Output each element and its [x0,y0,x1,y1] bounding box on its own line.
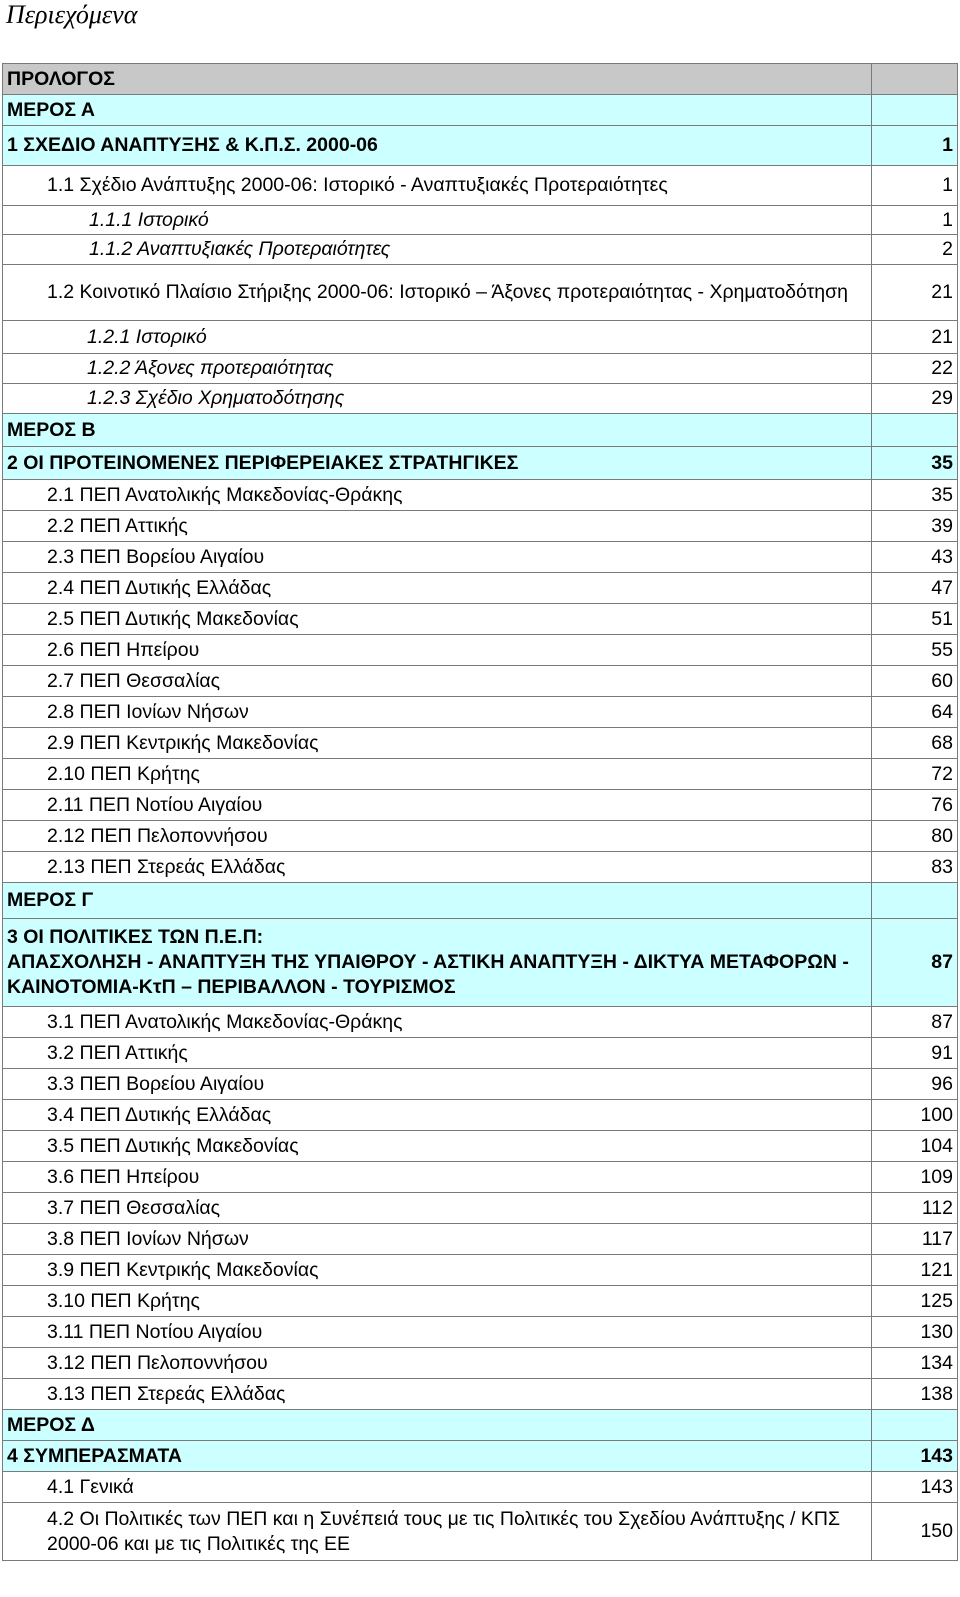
toc-entry-page[interactable]: 138 [872,1379,958,1410]
toc-entry-title[interactable]: 3.11 ΠΕΠ Νοτίου Αιγαίου [3,1317,872,1348]
toc-entry-title[interactable]: 3.8 ΠΕΠ Ιονίων Νήσων [3,1224,872,1255]
toc-row [3,1348,958,1379]
toc-entry-title[interactable]: 2.3 ΠΕΠ Βορείου Αιγαίου [3,542,872,573]
toc-entry-title[interactable]: ΜΕΡΟΣ Α [3,95,872,126]
toc-entry-page[interactable]: 22 [872,354,958,384]
toc-entry-page[interactable] [872,883,958,919]
toc-entry-title[interactable]: 2 ΟΙ ΠΡΟΤΕΙΝΟΜΕΝΕΣ ΠΕΡΙΦΕΡΕΙΑΚΕΣ ΣΤΡΑΤΗΓΙΚΕΣ [3,447,872,480]
toc-entry-page[interactable]: 87 [872,1007,958,1038]
toc-entry-page[interactable]: 91 [872,1038,958,1069]
toc-entry-title[interactable]: 3.2 ΠΕΠ Αττικής [3,1038,872,1069]
toc-row [3,447,958,480]
toc-entry-title[interactable]: 2.12 ΠΕΠ Πελοποννήσου [3,821,872,852]
toc-entry-title[interactable]: ΜΕΡΟΣ Γ [3,883,872,919]
toc-entry-title[interactable]: 1 ΣΧΕΔΙΟ ΑΝΑΠΤΥΞΗΣ & Κ.Π.Σ. 2000-06 [3,126,872,166]
toc-row [3,414,958,447]
toc-entry-page[interactable]: 76 [872,790,958,821]
toc-row [3,759,958,790]
toc-entry-page[interactable]: 112 [872,1193,958,1224]
toc-entry-title[interactable]: 4 ΣΥΜΠΕΡΑΣΜΑΤΑ [3,1441,872,1472]
toc-row [3,265,958,321]
toc-entry-page[interactable]: 72 [872,759,958,790]
toc-table [2,63,958,1561]
toc-entry-page[interactable]: 96 [872,1069,958,1100]
toc-entry-title[interactable]: 2.11 ΠΕΠ Νοτίου Αιγαίου [3,790,872,821]
toc-entry-title[interactable]: 2.4 ΠΕΠ Δυτικής Ελλάδας [3,573,872,604]
toc-row [3,1255,958,1286]
toc-entry-title[interactable]: 1.2.2 Άξονες προτεραιότητας [3,354,872,384]
toc-entry-page[interactable]: 68 [872,728,958,759]
toc-row [3,666,958,697]
toc-entry-title[interactable]: 1.2.1 Ιστορικό [3,321,872,354]
toc-entry-page[interactable]: 130 [872,1317,958,1348]
toc-entry-page[interactable]: 125 [872,1286,958,1317]
toc-row [3,821,958,852]
toc-entry-page[interactable]: 21 [872,265,958,321]
toc-row [3,1410,958,1441]
toc-entry-page[interactable]: 43 [872,542,958,573]
toc-entry-title[interactable]: 1.1 Σχέδιο Ανάπτυξης 2000-06: Ιστορικό - Αναπτυξιακές Προτεραιότητες [3,166,872,206]
toc-row [3,1503,958,1561]
toc-row [3,1224,958,1255]
toc-entry-page[interactable]: 21 [872,321,958,354]
toc-row [3,235,958,265]
toc-entry-title[interactable]: 3.4 ΠΕΠ Δυτικής Ελλάδας [3,1100,872,1131]
toc-entry-page[interactable]: 83 [872,852,958,883]
toc-entry-page[interactable]: 104 [872,1131,958,1162]
toc-entry-page[interactable]: 51 [872,604,958,635]
toc-row [3,1317,958,1348]
toc-entry-title[interactable]: 2.1 ΠΕΠ Ανατολικής Μακεδονίας-Θράκης [3,480,872,511]
toc-row [3,1162,958,1193]
toc-row [3,604,958,635]
toc-entry-page[interactable]: 1 [872,206,958,235]
toc-row [3,1100,958,1131]
toc-row [3,166,958,206]
toc-entry-page[interactable]: 1 [872,166,958,206]
toc-row [3,126,958,166]
toc-entry-title[interactable]: 2.6 ΠΕΠ Ηπείρου [3,635,872,666]
toc-entry-page[interactable]: 150 [872,1503,958,1561]
toc-row [3,64,958,95]
toc-entry-page[interactable]: 109 [872,1162,958,1193]
toc-entry-title[interactable]: 4.1 Γενικά [3,1472,872,1503]
toc-row [3,480,958,511]
toc-entry-page[interactable]: 39 [872,511,958,542]
toc-row [3,1441,958,1472]
toc-row [3,95,958,126]
toc-row [3,1379,958,1410]
toc-entry-title[interactable]: 1.2 Κοινοτικό Πλαίσιο Στήριξης 2000-06: Ιστορικό – Άξονες προτεραιότητας - Χρηματοδότηση [3,265,872,321]
toc-entry-title[interactable]: 2.10 ΠΕΠ Κρήτης [3,759,872,790]
toc-row [3,697,958,728]
toc-row [3,206,958,235]
toc-entry-page[interactable]: 60 [872,666,958,697]
toc-entry-page[interactable]: 143 [872,1472,958,1503]
toc-entry-title[interactable]: 3.5 ΠΕΠ Δυτικής Μακεδονίας [3,1131,872,1162]
toc-entry-title[interactable]: 3.6 ΠΕΠ Ηπείρου [3,1162,872,1193]
toc-entry-title[interactable]: 3.10 ΠΕΠ Κρήτης [3,1286,872,1317]
toc-entry-page[interactable]: 35 [872,447,958,480]
toc-entry-title[interactable]: 3.7 ΠΕΠ Θεσσαλίας [3,1193,872,1224]
toc-row [3,1038,958,1069]
toc-row [3,919,958,1007]
toc-entry-page[interactable]: 80 [872,821,958,852]
document-title: Περιεχόμενα [6,0,138,29]
toc-row [3,1069,958,1100]
toc-row [3,1007,958,1038]
toc-entry-page[interactable]: 35 [872,480,958,511]
toc-entry-title[interactable]: 3.9 ΠΕΠ Κεντρικής Μακεδονίας [3,1255,872,1286]
toc-row [3,852,958,883]
toc-row [3,321,958,354]
toc-entry-page[interactable] [872,414,958,447]
toc-entry-title[interactable]: 3.13 ΠΕΠ Στερεάς Ελλάδας [3,1379,872,1410]
toc-entry-title[interactable]: 3 ΟΙ ΠΟΛΙΤΙΚΕΣ ΤΩΝ Π.Ε.Π: ΑΠΑΣΧΟΛΗΣΗ - ΑΝΑΠΤΥΞΗ ΤΗΣ ΥΠΑΙΘΡΟΥ - ΑΣΤΙΚΗ ΑΝΑΠΤΥΞΗ - ΔΙΚΤΥΑ ΜΕΤΑΦΟΡΩΝ - ΚΑΙΝΟΤΟΜΙΑ-ΚτΠ – ΠΕΡΙΒΑΛΛΟΝ - ΤΟΥΡΙΣΜΟΣ [3,919,872,1007]
toc-entry-page[interactable]: 29 [872,384,958,414]
toc-entry-title[interactable]: 1.1.2 Αναπτυξιακές Προτεραιότητες [3,235,872,265]
toc-row [3,354,958,384]
toc-entry-title[interactable]: 2.7 ΠΕΠ Θεσσαλίας [3,666,872,697]
toc-entry-title[interactable]: ΜΕΡΟΣ Β [3,414,872,447]
toc-entry-page[interactable]: 1 [872,126,958,166]
toc-entry-title[interactable]: 3.12 ΠΕΠ Πελοποννήσου [3,1348,872,1379]
toc-entry-page[interactable]: 134 [872,1348,958,1379]
toc-entry-page[interactable]: 100 [872,1100,958,1131]
toc-entry-title[interactable]: 1.2.3 Σχέδιο Χρηματοδότησης [3,384,872,414]
toc-entry-title[interactable]: 2.2 ΠΕΠ Αττικής [3,511,872,542]
toc-entry-page[interactable]: 121 [872,1255,958,1286]
toc-entry-page[interactable]: 2 [872,235,958,265]
toc-row [3,1131,958,1162]
toc-row [3,883,958,919]
toc-entry-page[interactable]: 64 [872,697,958,728]
toc-row [3,384,958,414]
toc-entry-page[interactable] [872,95,958,126]
toc-entry-page[interactable]: 143 [872,1441,958,1472]
toc-entry-page[interactable] [872,1410,958,1441]
toc-row [3,542,958,573]
toc-row [3,790,958,821]
toc-row [3,728,958,759]
toc-entry-page[interactable]: 117 [872,1224,958,1255]
toc-entry-title[interactable]: ΠΡΟΛΟΓΟΣ [3,64,872,95]
toc-entry-page[interactable] [872,64,958,95]
toc-entry-title[interactable]: 1.1.1 Ιστορικό [3,206,872,235]
toc-entry-page[interactable]: 47 [872,573,958,604]
toc-entry-title[interactable]: 2.9 ΠΕΠ Κεντρικής Μακεδονίας [3,728,872,759]
toc-entry-page[interactable]: 55 [872,635,958,666]
toc-entry-title[interactable]: 4.2 Οι Πολιτικές των ΠΕΠ και η Συνέπειά τους με τις Πολιτικές του Σχεδίου Ανάπτυξης / ΚΠΣ 2000-06 και με τις Πολιτικές της ΕΕ [3,1503,872,1561]
toc-row [3,1286,958,1317]
toc-row [3,1472,958,1503]
toc-row [3,573,958,604]
toc-row [3,635,958,666]
toc-entry-title[interactable]: 2.5 ΠΕΠ Δυτικής Μακεδονίας [3,604,872,635]
toc-row [3,1193,958,1224]
toc-entry-page[interactable]: 87 [872,919,958,1007]
toc-entry-title[interactable]: 3.1 ΠΕΠ Ανατολικής Μακεδονίας-Θράκης [3,1007,872,1038]
toc-entry-title[interactable]: 3.3 ΠΕΠ Βορείου Αιγαίου [3,1069,872,1100]
toc-entry-title[interactable]: 2.8 ΠΕΠ Ιονίων Νήσων [3,697,872,728]
toc-row [3,511,958,542]
toc-entry-title[interactable]: 2.13 ΠΕΠ Στερεάς Ελλάδας [3,852,872,883]
toc-entry-title[interactable]: ΜΕΡΟΣ Δ [3,1410,872,1441]
toc-body [3,64,958,1561]
